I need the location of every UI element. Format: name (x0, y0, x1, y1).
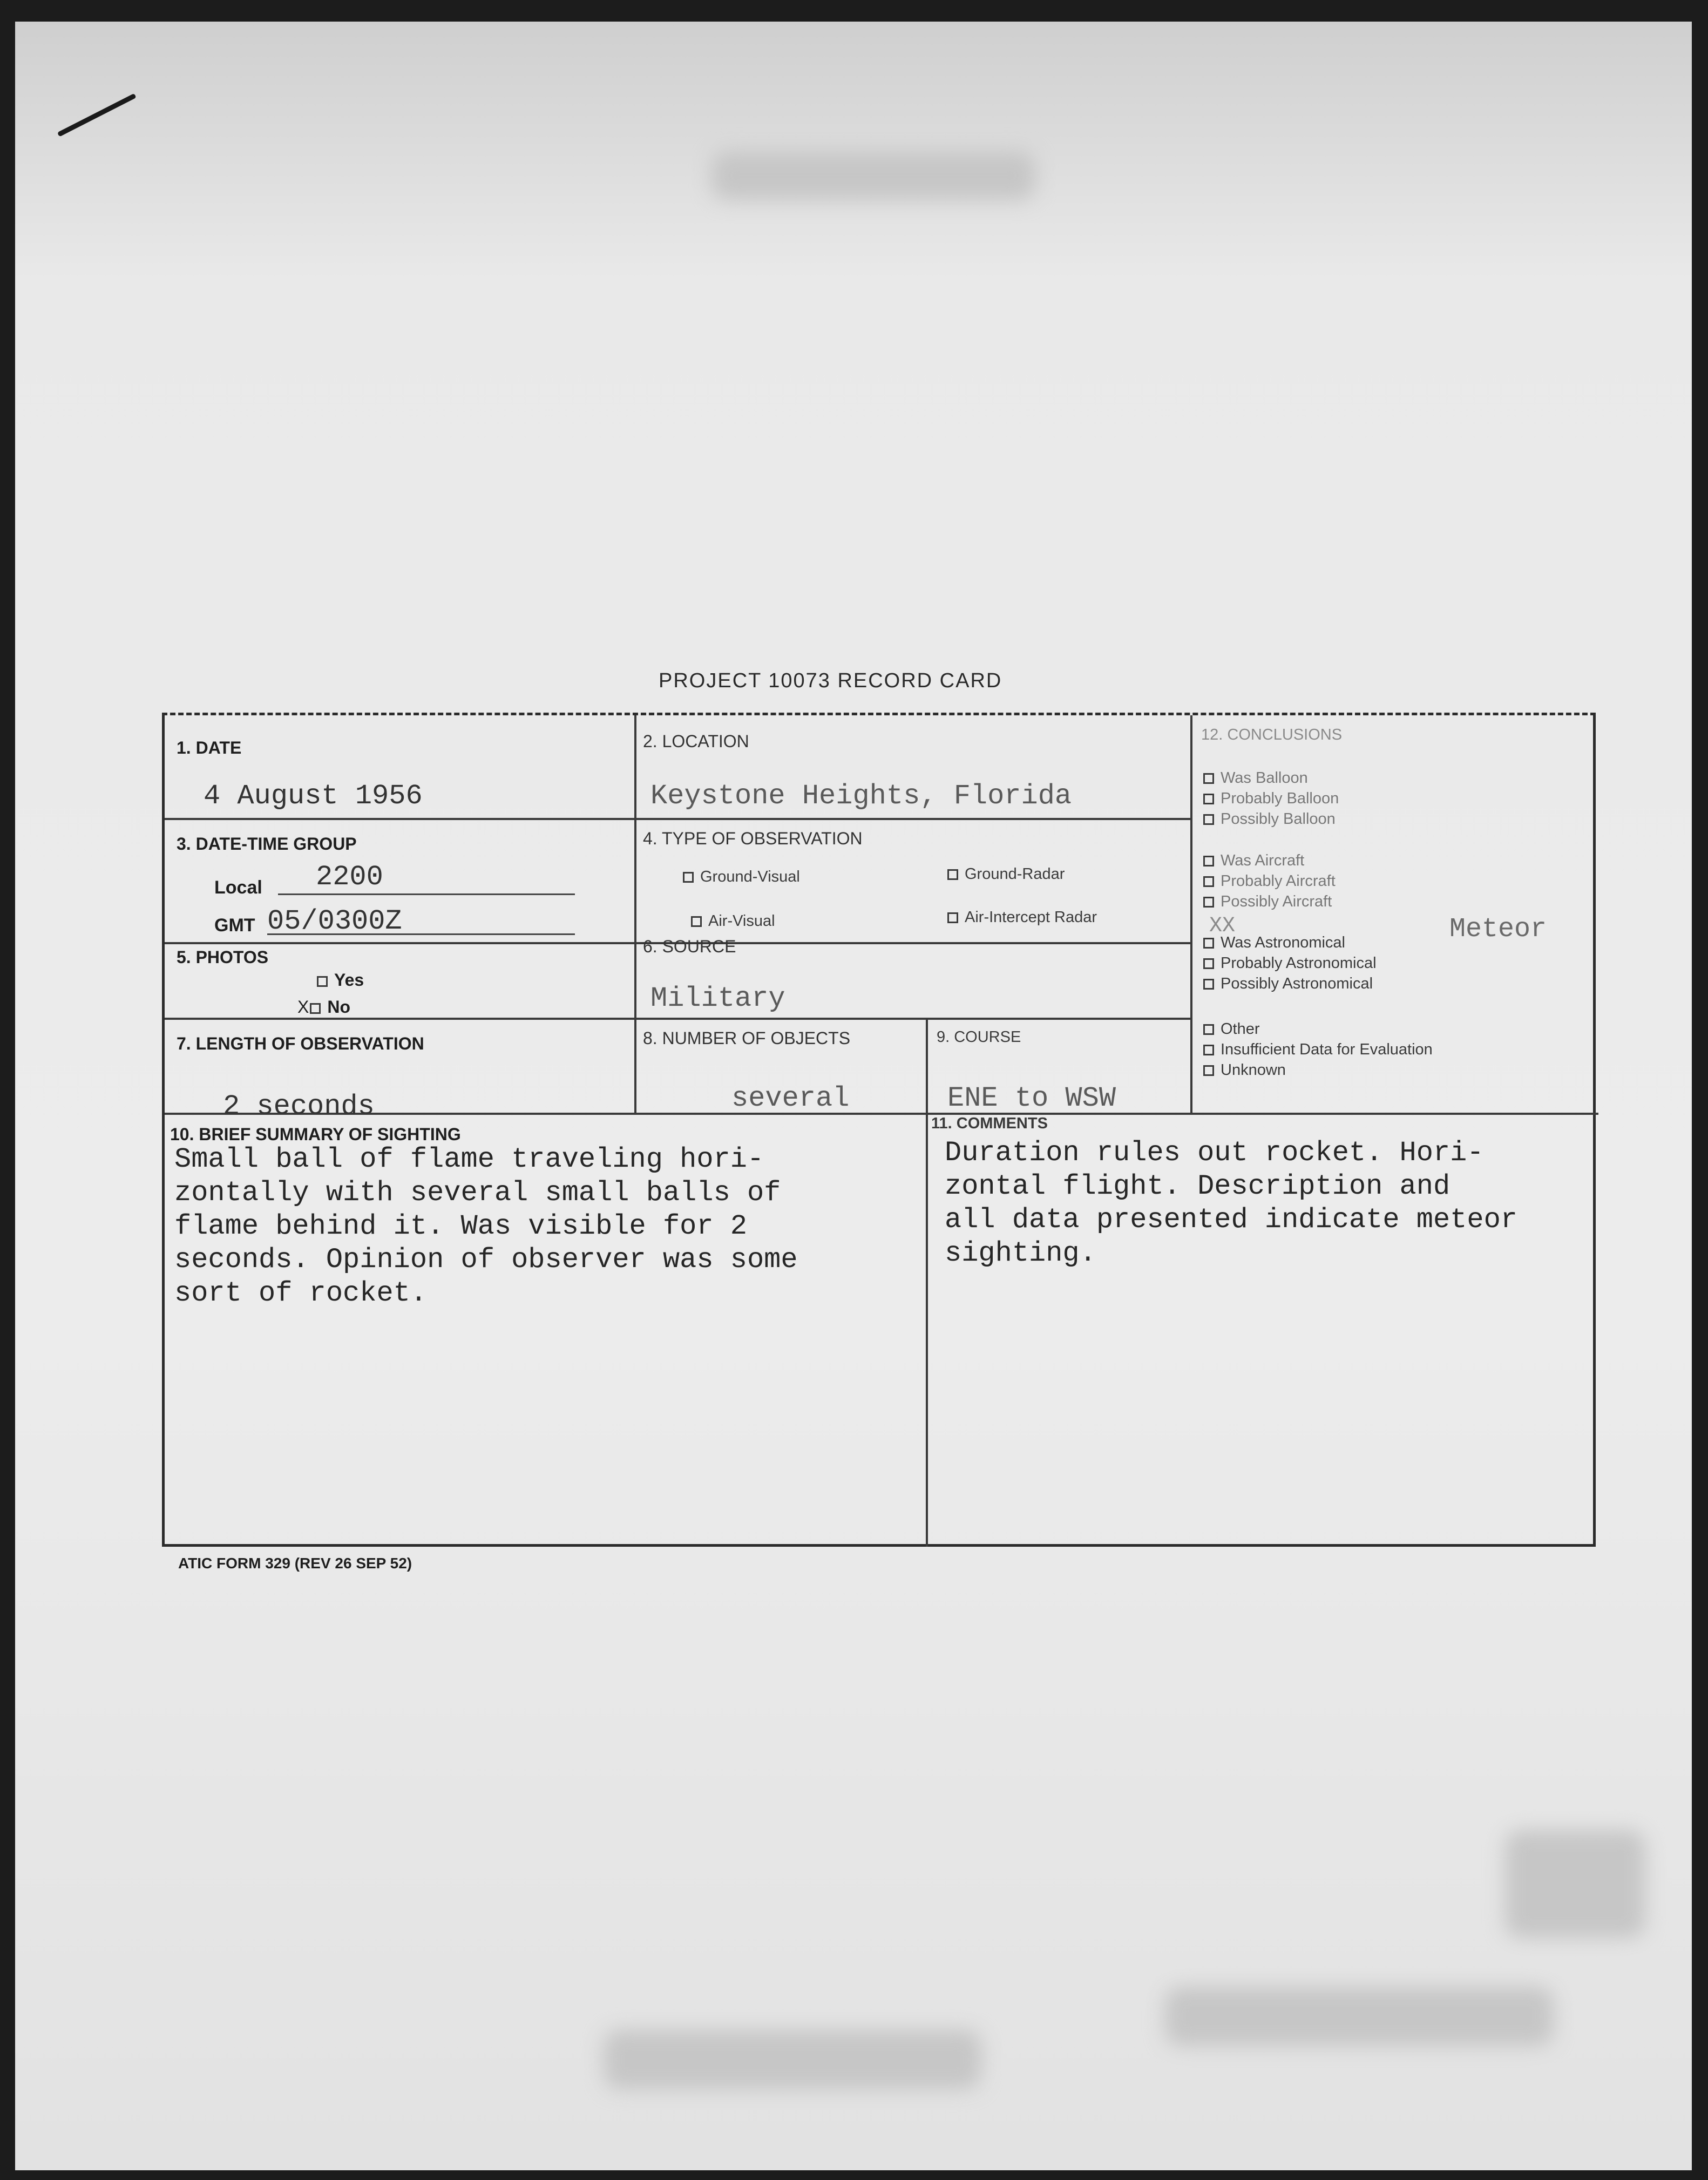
conclusion-option: Probably Balloon (1203, 790, 1339, 808)
number-of-objects-value: several (731, 1082, 850, 1114)
comment-line: sighting. (945, 1237, 1096, 1269)
checkbox-icon (1203, 1024, 1214, 1035)
checkbox-icon (947, 869, 958, 880)
comments-label: 11. COMMENTS (931, 1115, 1048, 1132)
conclusion-option-checked: Was Astronomical (1203, 934, 1345, 952)
bleed-through-smudge (604, 2030, 981, 2089)
divider (926, 1018, 928, 1547)
comment-line: zontal flight. Description and (945, 1170, 1451, 1202)
checkbox-icon (683, 872, 694, 883)
gmt-value: 05/0300Z (267, 905, 402, 937)
option-ground-visual: Ground-Visual (683, 868, 800, 886)
summary-line: Small ball of flame traveling hori- (174, 1143, 764, 1175)
conclusion-option: Insufficient Data for Evaluation (1203, 1041, 1433, 1059)
option-air-intercept-radar: Air-Intercept Radar (947, 909, 1097, 926)
summary-line: seconds. Opinion of observer was some (174, 1244, 798, 1276)
conclusion-option: Was Balloon (1203, 769, 1308, 787)
option-ground-radar: Ground-Radar (947, 865, 1065, 883)
conclusion-option: Probably Astronomical (1203, 954, 1377, 972)
conclusion-option: Probably Aircraft (1203, 872, 1336, 890)
checkbox-icon (947, 912, 958, 923)
location-value: Keystone Heights, Florida (650, 780, 1072, 812)
comment-line: Duration rules out rocket. Hori- (945, 1137, 1484, 1169)
date-time-group-label: 3. DATE-TIME GROUP (177, 834, 357, 854)
pen-mark (57, 93, 137, 137)
conclusion-option: Other (1203, 1020, 1260, 1038)
conclusion-option: Unknown (1203, 1061, 1286, 1079)
divider (634, 715, 636, 1113)
option-air-visual: Air-Visual (691, 912, 775, 930)
location-label: 2. LOCATION (643, 732, 749, 751)
conclusion-option: Possibly Aircraft (1203, 893, 1332, 911)
checkbox-icon (1203, 876, 1214, 887)
checkbox-icon (310, 1003, 321, 1014)
source-value: Military (650, 983, 785, 1014)
conclusion-option: Possibly Astronomical (1203, 975, 1373, 993)
checkbox-icon (1203, 1045, 1214, 1055)
conclusions-label: 12. CONCLUSIONS (1201, 726, 1343, 743)
length-of-observation-value: 2 seconds (223, 1091, 375, 1122)
brief-summary-text (174, 1143, 798, 1310)
record-card-title: PROJECT 10073 RECORD CARD (659, 669, 1002, 692)
date-label: 1. DATE (177, 738, 242, 757)
divider (1190, 715, 1192, 1113)
gmt-line (267, 933, 575, 935)
form-number: ATIC FORM 329 (REV 26 SEP 52) (178, 1555, 412, 1572)
checkbox-icon (1203, 979, 1214, 990)
divider (165, 1113, 1598, 1115)
comments-text (945, 1136, 1517, 1270)
checkbox-icon (1203, 814, 1214, 825)
checkbox-icon (1203, 773, 1214, 784)
gmt-label: GMT (214, 915, 255, 936)
bleed-through-smudge (1505, 1830, 1645, 1938)
checkbox-icon (1203, 1065, 1214, 1076)
checked-box-icon (1203, 938, 1214, 949)
length-of-observation-label: 7. LENGTH OF OBSERVATION (177, 1034, 424, 1053)
conclusion-annotation: Meteor (1449, 914, 1547, 945)
conclusion-option: Possibly Balloon (1203, 810, 1336, 828)
course-label: 9. COURSE (937, 1028, 1021, 1046)
conclusion-option: Was Aircraft (1203, 852, 1304, 870)
local-time-line (278, 893, 575, 895)
photos-no: X No (297, 997, 350, 1017)
divider (165, 818, 1190, 820)
checkbox-icon (1203, 897, 1214, 908)
type-of-observation-label: 4. TYPE OF OBSERVATION (643, 829, 863, 848)
checkbox-icon (1203, 856, 1214, 866)
summary-line: sort of rocket. (174, 1277, 428, 1309)
summary-line: zontally with several small balls of (174, 1177, 781, 1209)
course-value: ENE to WSW (947, 1082, 1116, 1114)
checkbox-icon (1203, 958, 1214, 969)
checkbox-icon (317, 976, 328, 987)
brief-summary-label: 10. BRIEF SUMMARY OF SIGHTING (170, 1125, 461, 1144)
date-value: 4 August 1956 (204, 780, 423, 812)
number-of-objects-label: 8. NUMBER OF OBJECTS (643, 1028, 851, 1048)
photos-yes: Yes (317, 970, 364, 990)
local-time-label: Local (214, 877, 262, 898)
conclusion-check-mark: XX (1209, 914, 1236, 938)
source-label: 6. SOURCE (643, 937, 736, 956)
summary-line: flame behind it. Was visible for 2 (174, 1210, 747, 1242)
photos-label: 5. PHOTOS (177, 947, 269, 967)
local-time-value: 2200 (316, 861, 383, 893)
comment-line: all data presented indicate meteor (945, 1204, 1517, 1236)
divider (165, 1018, 1190, 1020)
checkbox-icon (1203, 794, 1214, 804)
record-card (162, 713, 1596, 1547)
checkbox-icon (691, 916, 702, 927)
bleed-through-smudge (1165, 1987, 1554, 2046)
bleed-through-smudge (711, 151, 1035, 200)
